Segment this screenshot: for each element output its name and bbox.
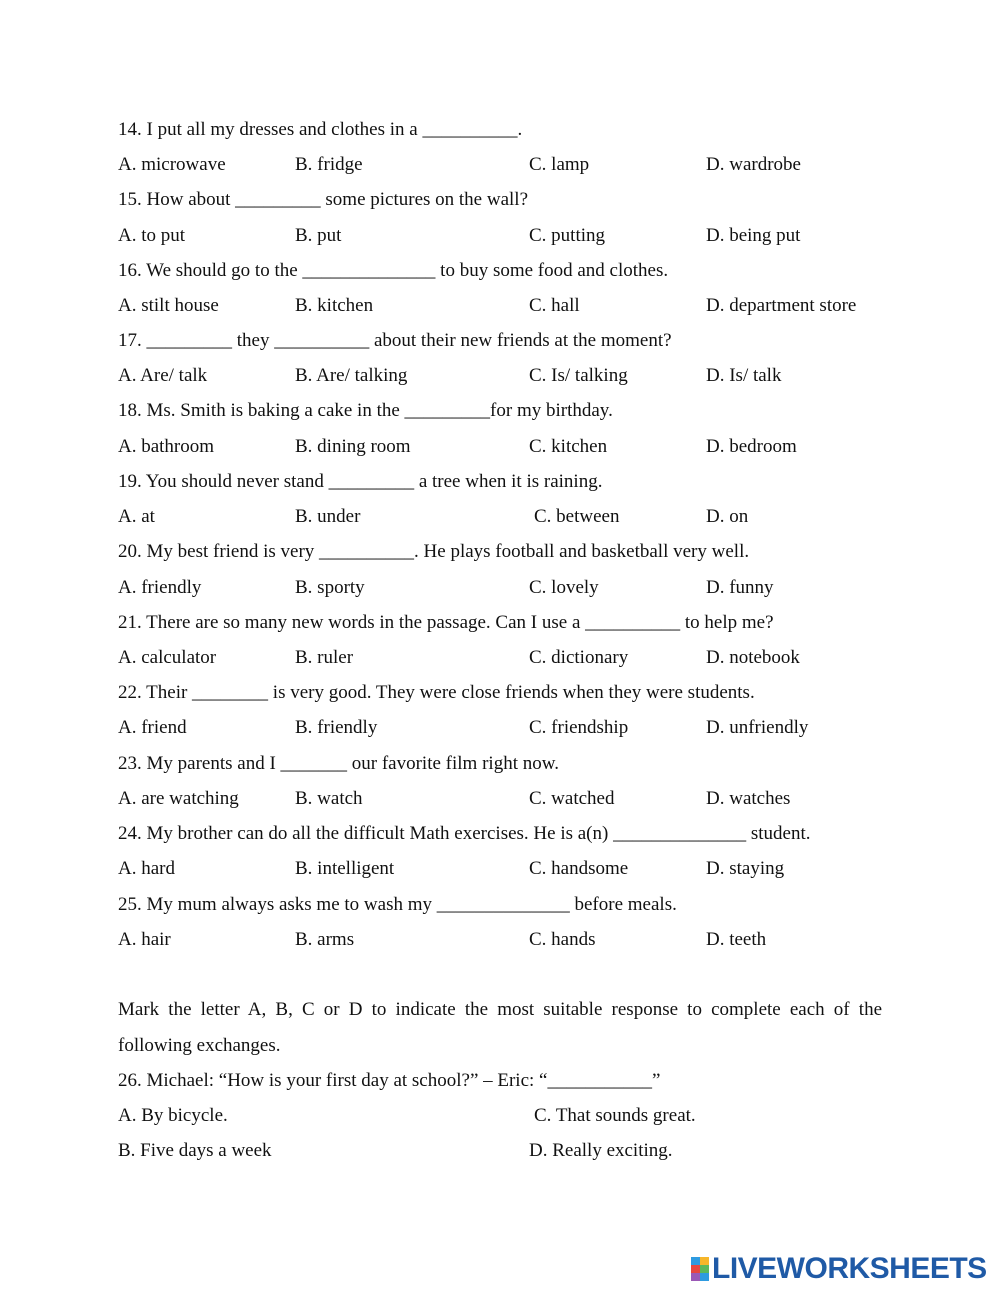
question-19: 19. You should never stand _________ a tree when it is raining. (118, 471, 603, 492)
q24-option-b[interactable]: B. intelligent (295, 858, 395, 879)
q18-option-b[interactable]: B. dining room (295, 436, 411, 457)
q18-option-a[interactable]: A. bathroom (118, 436, 215, 457)
q22-option-b[interactable]: B. friendly (295, 717, 378, 738)
q14-option-b[interactable]: B. fridge (295, 154, 363, 175)
question-14: 14. I put all my dresses and clothes in a __________. (118, 119, 523, 140)
question-20: 20. My best friend is very __________. He plays football and basketball very well. (118, 541, 750, 562)
q19-option-a[interactable]: A. at (118, 506, 155, 527)
q24-option-c[interactable]: C. handsome (529, 858, 629, 879)
question-16: 16. We should go to the ______________ to buy some food and clothes. (118, 260, 669, 281)
q21-option-b[interactable]: B. ruler (295, 647, 354, 668)
q18-option-c[interactable]: C. kitchen (529, 436, 608, 457)
q17-option-a[interactable]: A. Are/ talk (118, 365, 208, 386)
q15-option-a[interactable]: A. to put (118, 225, 186, 246)
question-22: 22. Their ________ is very good. They were close friends when they were students. (118, 682, 755, 703)
q23-option-d[interactable]: D. watches (706, 788, 791, 809)
q16-option-b[interactable]: B. kitchen (295, 295, 374, 316)
question-23: 23. My parents and I _______ our favorite film right now. (118, 753, 559, 774)
question-24: 24. My brother can do all the difficult Math exercises. He is a(n) ______________ student. (118, 823, 811, 844)
q25-option-b[interactable]: B. arms (295, 929, 355, 950)
q19-option-d[interactable]: D. on (706, 506, 749, 527)
q14-option-c[interactable]: C. lamp (529, 154, 590, 175)
q17-option-b[interactable]: B. Are/ talking (295, 365, 408, 386)
question-26: 26. Michael: “How is your first day at school?” – Eric: “___________” (118, 1070, 661, 1091)
instruction-line-2: following exchanges. (118, 1035, 281, 1056)
q25-option-c[interactable]: C. hands (529, 929, 596, 950)
q16-option-c[interactable]: C. hall (529, 295, 580, 316)
q21-option-a[interactable]: A. calculator (118, 647, 217, 668)
q26-option-c[interactable]: C. That sounds great. (534, 1105, 696, 1126)
q14-option-a[interactable]: A. microwave (118, 154, 226, 175)
q17-option-d[interactable]: D. Is/ talk (706, 365, 782, 386)
q19-option-b[interactable]: B. under (295, 506, 361, 527)
question-17: 17. _________ they __________ about their new friends at the moment? (118, 330, 672, 351)
q15-option-d[interactable]: D. being put (706, 225, 801, 246)
question-25: 25. My mum always asks me to wash my ______________ before meals. (118, 894, 677, 915)
q23-option-c[interactable]: C. watched (529, 788, 615, 809)
q20-option-a[interactable]: A. friendly (118, 577, 202, 598)
instruction-line-1: Mark the letter A, B, C or D to indicate the most suitable response to complete each of the (118, 999, 882, 1020)
question-15: 15. How about _________ some pictures on the wall? (118, 189, 529, 210)
q15-option-b[interactable]: B. put (295, 225, 342, 246)
q25-option-d[interactable]: D. teeth (706, 929, 767, 950)
q26-option-b[interactable]: B. Five days a week (118, 1140, 272, 1161)
logo-text: LIVEWORKSHEETS (712, 1252, 987, 1285)
q26-option-d[interactable]: D. Really exciting. (529, 1140, 673, 1161)
q22-option-d[interactable]: D. unfriendly (706, 717, 809, 738)
q23-option-b[interactable]: B. watch (295, 788, 363, 809)
q21-option-d[interactable]: D. notebook (706, 647, 800, 668)
q16-option-a[interactable]: A. stilt house (118, 295, 219, 316)
q20-option-d[interactable]: D. funny (706, 577, 774, 598)
q26-option-a[interactable]: A. By bicycle. (118, 1105, 228, 1126)
q19-option-c[interactable]: C. between (534, 506, 620, 527)
q18-option-d[interactable]: D. bedroom (706, 436, 797, 457)
question-21: 21. There are so many new words in the passage. Can I use a __________ to help me? (118, 612, 774, 633)
q24-option-a[interactable]: A. hard (118, 858, 175, 879)
q16-option-d[interactable]: D. department store (706, 295, 857, 316)
question-18: 18. Ms. Smith is baking a cake in the _________for my birthday. (118, 400, 613, 421)
q17-option-c[interactable]: C. Is/ talking (529, 365, 628, 386)
q22-option-c[interactable]: C. friendship (529, 717, 629, 738)
q22-option-a[interactable]: A. friend (118, 717, 187, 738)
q23-option-a[interactable]: A. are watching (118, 788, 239, 809)
q25-option-a[interactable]: A. hair (118, 929, 171, 950)
q14-option-d[interactable]: D. wardrobe (706, 154, 801, 175)
liveworksheets-logo-icon (691, 1257, 709, 1281)
q15-option-c[interactable]: C. putting (529, 225, 606, 246)
q20-option-c[interactable]: C. lovely (529, 577, 599, 598)
q21-option-c[interactable]: C. dictionary (529, 647, 629, 668)
q20-option-b[interactable]: B. sporty (295, 577, 365, 598)
liveworksheets-logo[interactable] (691, 1253, 987, 1285)
q24-option-d[interactable]: D. staying (706, 858, 785, 879)
